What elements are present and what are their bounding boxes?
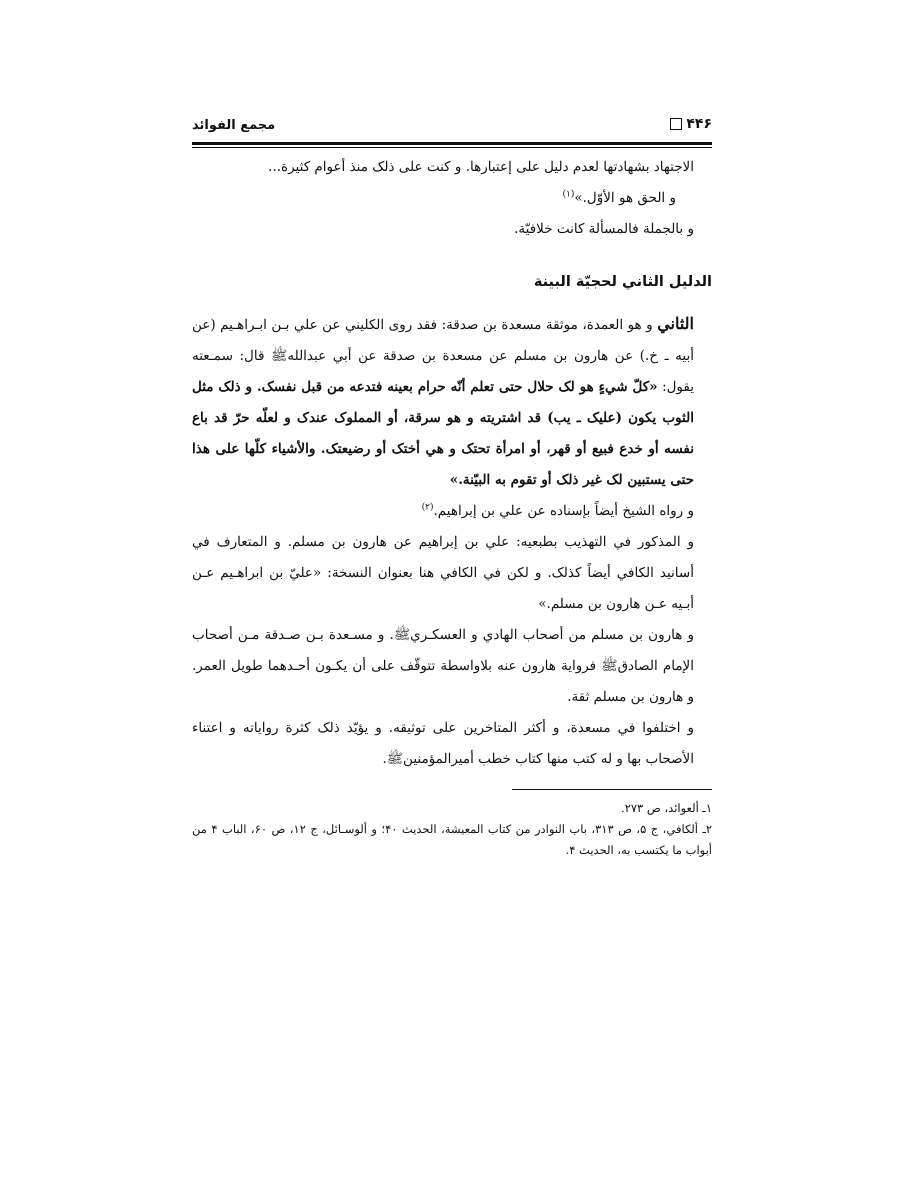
text-line-3 [192,214,712,245]
footnote-ref-2: (۲) [421,502,434,513]
header-rule-thin [192,147,712,148]
page-number-block [670,116,712,132]
honorific-glyph: ﷺ [393,627,411,643]
footnote-2: ٢ـ ألكافي، ج ۵، ص ٣١٣، باب النوادر من كتاب المعيشة، الحديث ۴٠؛ و ألوسـائل، ج ١٢، ص ۶٠، الباب ۴ من أبواب ما يكتسب به، الحديث ۴. [192,822,713,857]
footnotes [192,798,712,861]
paragraph-2 [192,496,712,527]
paragraph-3 [192,527,712,620]
page-number: ۴۴۶ [686,116,712,132]
paragraph-4 [192,620,712,713]
p5-text-a: و اختلفوا في مسعدة، و أكثر المتاخرين على توثيقه. و يؤيّد ذلک كثرة رواياته و اعتناء الأصحاب بها و له كتب منها كتاب خطب أميرالمؤمنين [192,720,694,767]
p1-text-a: و هو العمدة، موثقة مسعدة بن صدقة: فقد روى الكليني عن علي بـن ابـراهـيم (عن أبيه ـ خ.) عن هارون بن مسلم عن مسعدة بن صدقة عن أبي عبدالله [192,317,695,364]
footnote-rule [512,789,712,790]
section-heading: الدليل الثاني لحجيّة البينة [533,274,712,290]
footnote-1: ١ـ ألعوائد، ص ٢٧٣. [621,801,712,815]
p3-text: و المذكور في التهذيب بطبعيه: علي بن إبراهيم عن هارون بن مسلم. و المتعارف في أسانيد الكافي أيضاً كذلک. و لكن في الكافي هنا بعنوان النسخة: «عليّ بن ابراهـيم عـن أبـيه عـن هارون بن مسلم.» [192,534,694,612]
body-text [192,152,712,775]
text-line-1 [192,152,712,183]
paragraph-1 [192,308,712,496]
line-3-text: و بالجملة فالمسألة كانت خلافيّة. [514,221,694,237]
header-rule-thick [192,142,712,145]
honorific-glyph: ﷺ [601,658,618,674]
line-1-text: الاجتهاد بشهادتها لعدم دليل على إعتبارها. و كنت على ذلک منذ أعوام كثيرة... [268,159,694,175]
running-header [192,108,712,142]
p4-text-b: . و مسـعدة بـن صـدقة مـن أصحاب الإمام الصادق [192,627,695,674]
p5-text-b: . [382,751,387,767]
lead-word: الثاني [657,314,694,333]
square-icon [670,118,682,130]
p4-text-a: و هارون بن مسلم من أصحاب الهادي و العسكـري [410,627,694,643]
running-title: مجمع الفوائد [192,118,276,133]
paragraph-5 [192,713,712,775]
p1-text-b: قال: سمـعته يقول: [192,348,694,395]
page [192,108,712,861]
p2-text: و رواه الشيخ أيضاً بإسناده عن علي بن إبراهيم. [433,503,694,519]
p4-text-c: فرواية هارون عنه بلاواسطة تتوقّف على أن يكـون أحـدهما طويل العمر. و هارون بن مسلم ثقة. [192,658,694,705]
honorific-glyph: ﷺ [386,751,404,767]
honorific-glyph: ﷺ [271,348,288,364]
text-line-2 [192,183,712,214]
footnote-ref-1: (۱) [562,189,575,200]
line-2-text: و الحق هو الأوّل.» [574,190,676,206]
hadith-quote: «كلّ شيءٍ هو لک حلال حتى تعلم أنّه حرام بعينه فتدعه من قبل نفسک. و ذلک مثل الثوب يكون (عليک ـ يب) قد اشتريته و هو سرقة، أو المملوک عندک و لعلّه حرّ قد باع نفسه أو خدع فبيع أو قهر، أو امرأة تحتک و هي أختک أو رضيعتک. والأشياء كلّها على هذا حتى يستبين لک غير ذلک أو تقوم به البيّنة.» [192,379,694,488]
